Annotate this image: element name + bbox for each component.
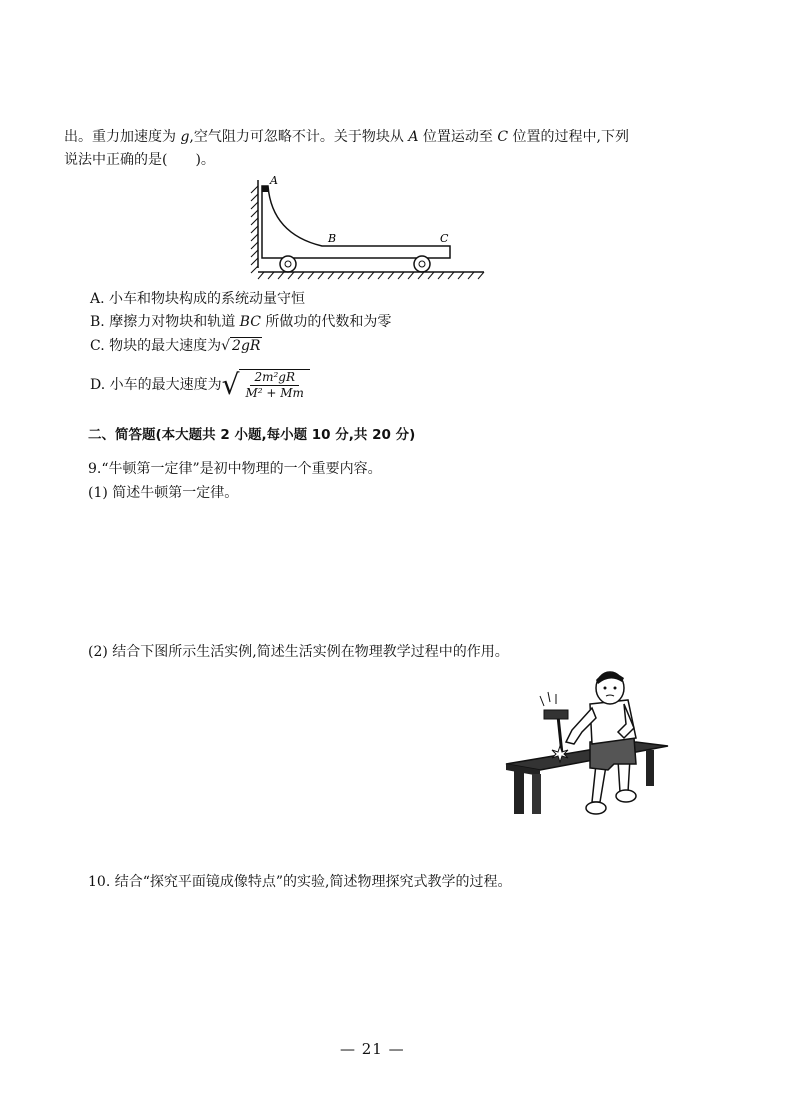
q8-stem-text-b: ,空气阻力可忽略不计。关于物块从 (189, 129, 409, 145)
q8-stem-text-a: 出。重力加速度为 (64, 129, 181, 145)
q9-part2: (2) 结合下图所示生活实例,简述生活实例在物理教学过程中的作用。 (88, 644, 509, 660)
q8-var-g: g (180, 129, 190, 145)
option-b-var: BC (239, 314, 261, 330)
wall-hatching (251, 186, 258, 273)
section2-heading: 二、简答题(本大题共 2 小题,每小题 10 分,共 20 分) (88, 427, 416, 443)
option-d (90, 366, 310, 404)
label-b: B (328, 232, 337, 245)
sqrt-symbol: √ (221, 338, 231, 354)
option-d-numerator: 2m²gR (250, 370, 299, 386)
q8-var-c: C (497, 129, 509, 145)
q8-stem-text-d: 位置的过程中,下列 (508, 129, 629, 145)
bench-leg-front-right (532, 774, 541, 814)
cart-track-figure (240, 172, 490, 284)
option-b-prefix: B. 摩擦力对物块和轨道 (90, 314, 240, 330)
boy-eye-left (604, 687, 607, 690)
bench-leg-back (646, 750, 654, 786)
option-c-prefix: C. 物块的最大速度为 (90, 338, 222, 354)
option-b-suffix: 所做功的代数和为零 (260, 314, 392, 330)
q9-part1: (1) 简述牛顿第一定律。 (88, 485, 239, 501)
cart-body (262, 186, 450, 258)
label-a: A (270, 174, 278, 187)
option-d-denominator: M² + Mm (245, 386, 304, 400)
bench-top (506, 742, 668, 770)
option-c-radicand: 2gR (232, 338, 261, 354)
hammer-head (544, 710, 568, 719)
option-c (90, 337, 262, 355)
wheel-left (280, 256, 296, 272)
page-number: — 21 — (340, 1040, 405, 1058)
bench-leg-front-left (514, 770, 524, 814)
sqrt-symbol-large: √ (221, 368, 240, 401)
q8-stem-text-c: 位置运动至 (418, 129, 498, 145)
label-c: C (440, 232, 449, 245)
block-a (262, 186, 268, 192)
q8-var-a: A (408, 129, 419, 145)
motion-lines (540, 692, 556, 706)
option-d-prefix: D. 小车的最大速度为 (90, 377, 222, 393)
q8-stem-line1 (64, 128, 629, 146)
option-d-fraction (239, 369, 309, 401)
wheel-right (414, 256, 430, 272)
boy-shoe-right (616, 790, 636, 802)
q9-stem: 9.“牛顿第一定律”是初中物理的一个重要内容。 (88, 461, 382, 477)
option-b (90, 313, 391, 331)
ground-hatching (258, 272, 484, 279)
boy-shoe-left (586, 802, 606, 814)
option-a: A. 小车和物块构成的系统动量守恒 (90, 291, 306, 307)
q10-stem: 10. 结合“探究平面镜成像特点”的实验,简述物理探究式教学的过程。 (88, 874, 512, 890)
q8-stem-line2: 说法中正确的是( )。 (64, 152, 215, 168)
boy-eye-right (614, 687, 617, 690)
hammer-boy-illustration (496, 668, 674, 828)
